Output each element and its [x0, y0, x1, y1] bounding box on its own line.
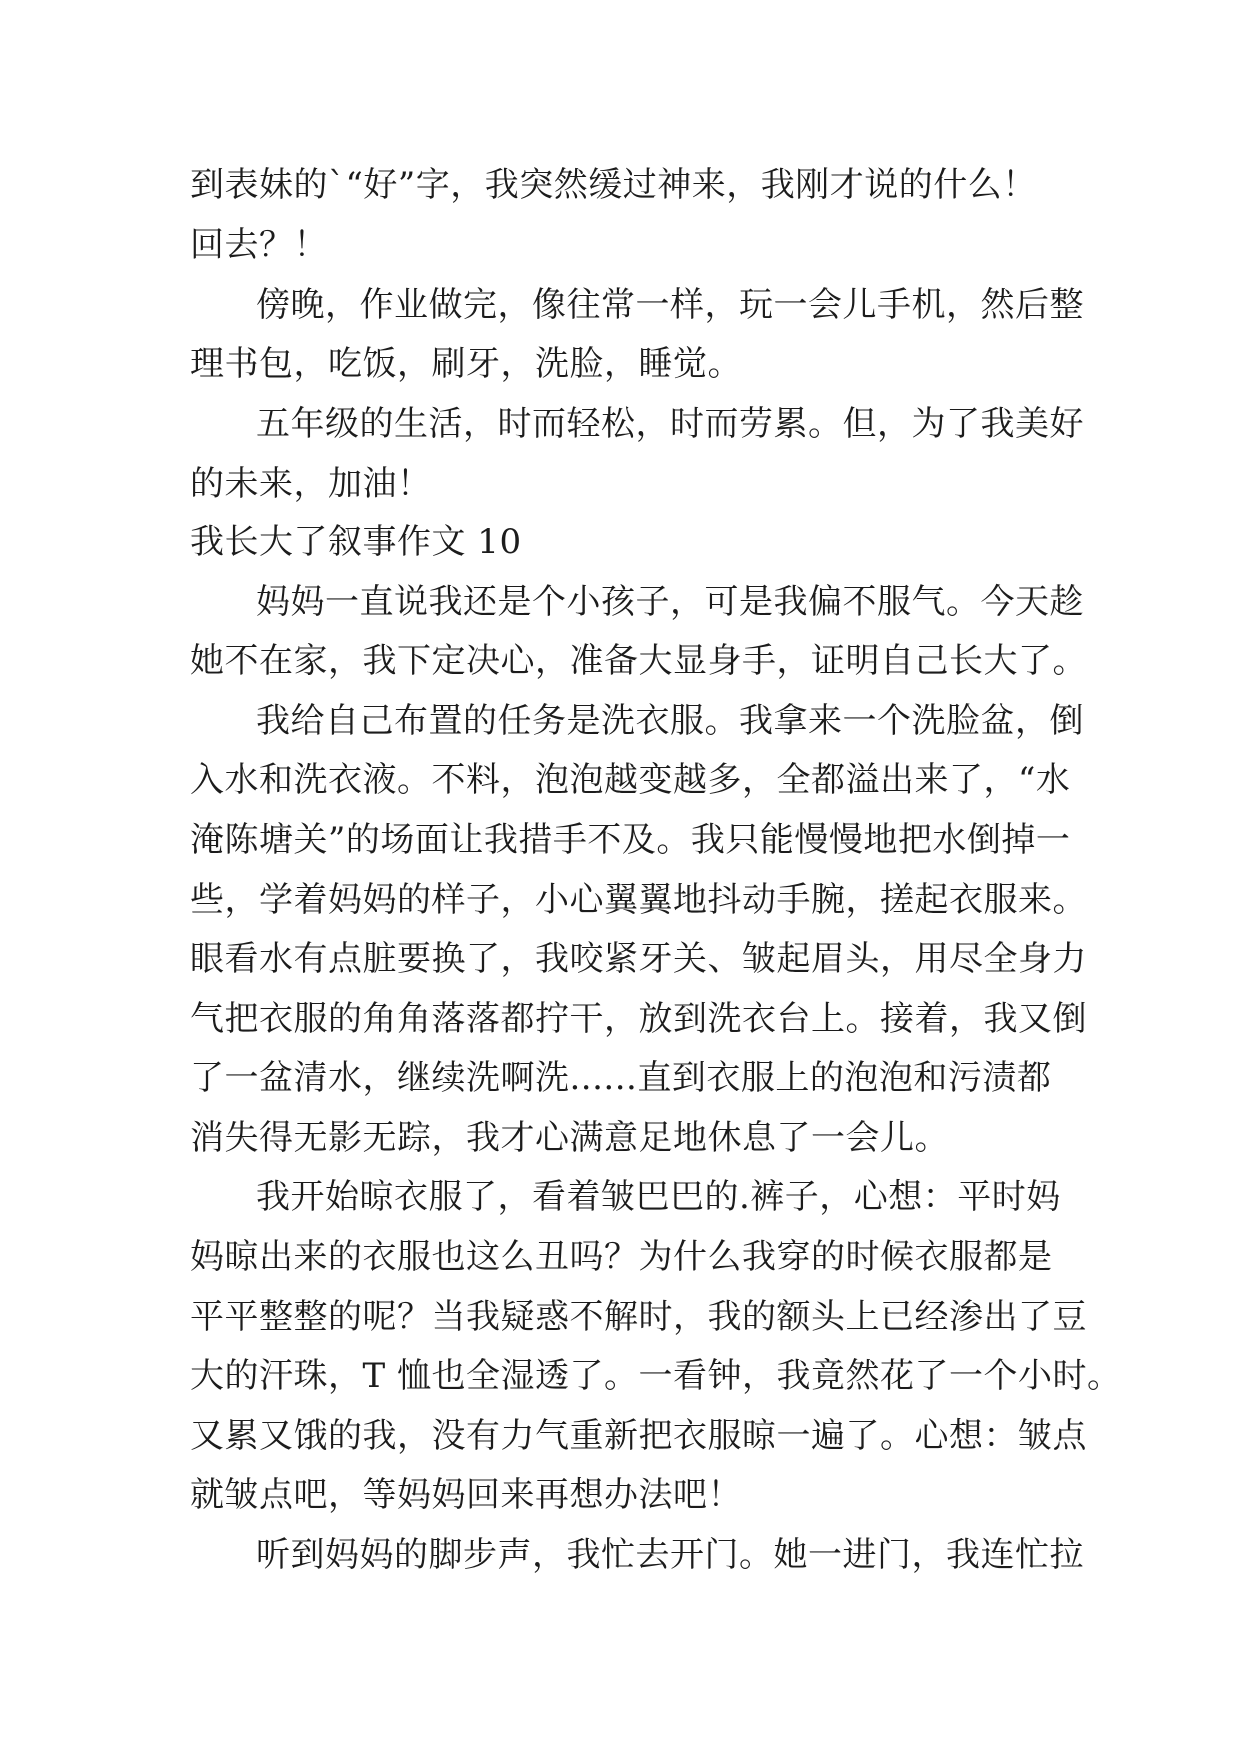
- text-line: 又累又饿的我，没有力气重新把衣服晾一遍了。心想：皱点: [190, 1416, 1087, 1456]
- text-line: 眼看水有点脏要换了，我咬紧牙关、皱起眉头，用尽全身力: [190, 939, 1087, 979]
- text-line: 她不在家，我下定决心，准备大显身手，证明自己长大了。: [190, 641, 1087, 681]
- paragraph-start-line: 我开始晾衣服了，看着皱巴巴的.裤子，心想：平时妈: [256, 1177, 1061, 1217]
- text-line: 平平整整的呢？当我疑惑不解时，我的额头上已经渗出了豆: [190, 1297, 1087, 1337]
- text-line: 回去？！: [190, 225, 328, 265]
- paragraph-start-line: 五年级的生活，时而轻松，时而劳累。但，为了我美好: [256, 404, 1084, 444]
- text-line: 的未来，加油！: [190, 464, 432, 504]
- text-line: 大的汗珠，T 恤也全湿透了。一看钟，我竟然花了一个小时。: [190, 1356, 1122, 1396]
- paragraph-start-line: 妈妈一直说我还是个小孩子，可是我偏不服气。今天趁: [256, 582, 1084, 622]
- text-line: 入水和洗衣液。不料，泡泡越变越多，全都溢出来了，“水: [190, 760, 1071, 800]
- text-line: 些，学着妈妈的样子，小心翼翼地抖动手腕，搓起衣服来。: [190, 880, 1087, 920]
- section-title: 我长大了叙事作文 10: [190, 522, 522, 562]
- text-line: 就皱点吧，等妈妈回来再想办法吧！: [190, 1475, 742, 1515]
- text-line: 到表妹的`“好”字，我突然缓过神来，我刚才说的什么！: [190, 165, 1037, 205]
- text-line: 妈晾出来的衣服也这么丑吗？为什么我穿的时候衣服都是: [190, 1237, 1053, 1277]
- text-line: 气把衣服的角角落落都拧干，放到洗衣台上。接着，我又倒: [190, 999, 1087, 1039]
- paragraph-start-line: 我给自己布置的任务是洗衣服。我拿来一个洗脸盆，倒: [256, 701, 1084, 741]
- text-line: 理书包，吃饭，刷牙，洗脸，睡觉。: [190, 344, 742, 384]
- text-line: 淹陈塘关”的场面让我措手不及。我只能慢慢地把水倒掉一: [190, 820, 1071, 860]
- text-line: 消失得无影无踪，我才心满意足地休息了一会儿。: [190, 1118, 949, 1158]
- paragraph-start-line: 傍晚，作业做完，像往常一样，玩一会儿手机，然后整: [256, 285, 1084, 325]
- paragraph-start-line: 听到妈妈的脚步声，我忙去开门。她一进门，我连忙拉: [256, 1535, 1084, 1575]
- text-line: 了一盆清水，继续洗啊洗......直到衣服上的泡泡和污渍都: [190, 1058, 1052, 1098]
